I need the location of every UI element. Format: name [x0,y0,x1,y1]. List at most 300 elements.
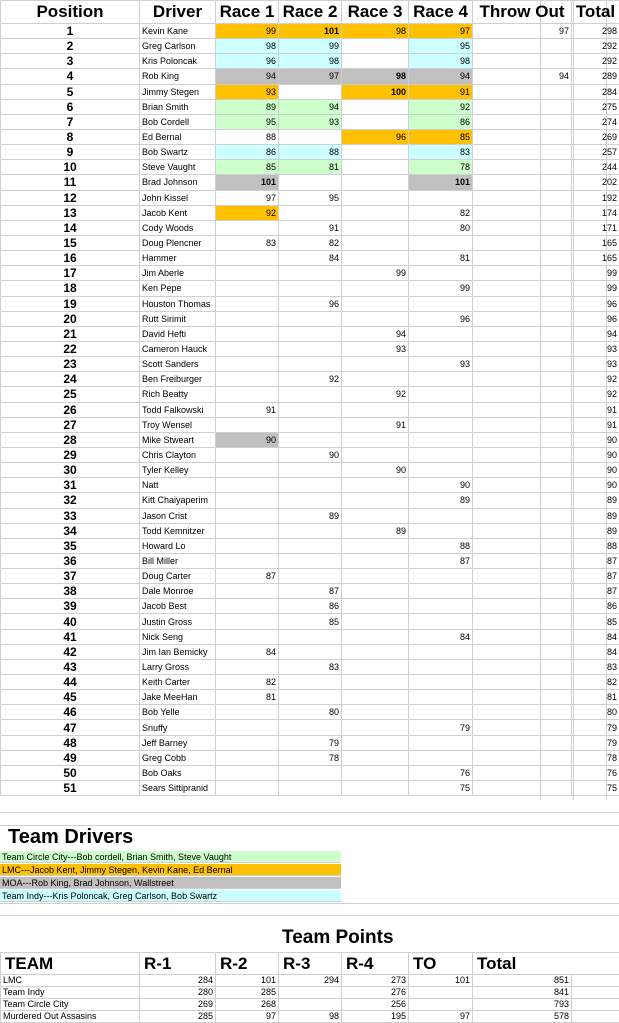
team-points-cell: 284 [140,975,216,987]
cell-race2: 99 [279,39,342,54]
table-row [1,629,619,644]
cell-total: 292 [572,39,619,54]
team-points-cell [409,987,473,999]
cell-driver: Keith Carter [140,675,216,690]
table-row [1,69,619,84]
cell-pos: 45 [1,690,140,705]
cell-race4: 85 [409,129,473,144]
team-points-cell: 101 [409,975,473,987]
cell-driver: Bob Swartz [140,145,216,160]
header-race2: Race 2 [279,1,342,24]
cell-throwout [473,538,572,553]
cell-race1 [216,447,279,462]
cell-total: 292 [572,54,619,69]
cell-race1: 92 [216,205,279,220]
team-points-row [1,1011,619,1023]
cell-driver: Troy Wensel [140,417,216,432]
cell-race4 [409,659,473,674]
cell-race3 [342,705,409,720]
cell-throwout [473,508,572,523]
cell-pos: 43 [1,659,140,674]
cell-race1: 90 [216,432,279,447]
cell-driver: Doug Carter [140,569,216,584]
cell-race4 [409,235,473,250]
empty-cell [572,999,619,1011]
cell-pos: 22 [1,341,140,356]
cell-race1 [216,493,279,508]
cell-throwout [473,523,572,538]
cell-total: 257 [572,145,619,160]
cell-race4: 90 [409,478,473,493]
table-row [1,160,619,175]
team-line-indy: Team Indy---Kris Poloncak, Greg Carlson, Bob Swartz [0,890,341,902]
cell-race4 [409,402,473,417]
cell-race4: 93 [409,357,473,372]
cell-race4 [409,447,473,462]
cell-total: 284 [572,84,619,99]
cell-race3 [342,781,409,796]
cell-race3 [342,432,409,447]
table-row [1,447,619,462]
cell-race2: 84 [279,251,342,266]
cell-race4 [409,417,473,432]
team-points-cell: 97 [216,1011,279,1023]
cell-race1: 83 [216,235,279,250]
table-row [1,341,619,356]
cell-race3: 98 [342,69,409,84]
table-row [1,24,619,39]
table-row [1,190,619,205]
cell-race2: 78 [279,750,342,765]
cell-throwout [473,750,572,765]
cell-driver: Kitt Chaiyaperim [140,493,216,508]
cell-race4: 98 [409,54,473,69]
cell-race4 [409,569,473,584]
cell-race2: 101 [279,24,342,39]
cell-race2 [279,205,342,220]
cell-total: 96 [572,311,619,326]
cell-race2: 96 [279,296,342,311]
cell-race1 [216,599,279,614]
cell-race2 [279,493,342,508]
cell-throwout [473,205,572,220]
cell-race1 [216,629,279,644]
cell-race4: 83 [409,145,473,160]
cell-pos: 13 [1,205,140,220]
cell-race1 [216,387,279,402]
cell-pos: 42 [1,644,140,659]
cell-driver: Rob King [140,69,216,84]
table-row [1,523,619,538]
cell-race3 [342,296,409,311]
cell-race3: 91 [342,417,409,432]
cell-total: 99 [572,266,619,281]
table-row [1,705,619,720]
cell-race3 [342,175,409,190]
cell-race2 [279,538,342,553]
cell-race2 [279,175,342,190]
cell-total: 82 [572,675,619,690]
table-row [1,584,619,599]
cell-driver: Hammer [140,251,216,266]
cell-race1: 96 [216,54,279,69]
cell-race2 [279,357,342,372]
cell-total: 92 [572,372,619,387]
cell-driver: Todd Kemnitzer [140,523,216,538]
cell-throwout [473,659,572,674]
cell-driver: Bob Yelle [140,705,216,720]
cell-throwout [473,99,572,114]
cell-race4 [409,463,473,478]
table-row [1,417,619,432]
cell-race4: 87 [409,553,473,568]
cell-race2 [279,129,342,144]
cell-driver: Jim Ian Bemicky [140,644,216,659]
cell-race3 [342,281,409,296]
cell-race2: 93 [279,114,342,129]
cell-throwout [473,735,572,750]
cell-race4: 94 [409,69,473,84]
cell-race2 [279,402,342,417]
cell-race3: 96 [342,129,409,144]
cell-pos: 38 [1,584,140,599]
table-row [1,145,619,160]
cell-driver: Jason Crist [140,508,216,523]
cell-driver: Jeff Barney [140,735,216,750]
cell-total: 94 [572,326,619,341]
cell-race3 [342,538,409,553]
cell-pos: 7 [1,114,140,129]
cell-race2: 89 [279,508,342,523]
cell-race1 [216,781,279,796]
cell-throwout [473,720,572,735]
cell-race2 [279,675,342,690]
cell-race2: 87 [279,584,342,599]
team-points-cell: 273 [342,975,409,987]
cell-driver: Doug Plencner [140,235,216,250]
cell-driver: Kris Poloncak [140,54,216,69]
cell-driver: Greg Carlson [140,39,216,54]
table-row [1,493,619,508]
cell-race3 [342,372,409,387]
cell-race2: 90 [279,447,342,462]
header-race4: Race 4 [409,1,473,24]
table-row [1,599,619,614]
cell-pos: 51 [1,781,140,796]
cell-throwout [473,235,572,250]
cell-race3 [342,251,409,266]
cell-race2: 86 [279,599,342,614]
cell-pos: 6 [1,99,140,114]
cell-race1 [216,372,279,387]
cell-race2: 80 [279,705,342,720]
cell-total: 83 [572,659,619,674]
cell-throwout [473,357,572,372]
team-drivers-title: Team Drivers [8,826,134,848]
cell-driver: Justin Gross [140,614,216,629]
cell-race1 [216,463,279,478]
cell-race4 [409,372,473,387]
cell-pos: 1 [1,24,140,39]
grid-line [0,903,619,904]
cell-race4 [409,341,473,356]
cell-race1 [216,508,279,523]
header-total: Total [572,1,619,24]
cell-total: 92 [572,387,619,402]
cell-race3: 92 [342,387,409,402]
cell-race2 [279,281,342,296]
cell-total: 91 [572,417,619,432]
cell-driver: Houston Thomas [140,296,216,311]
cell-race1: 81 [216,690,279,705]
cell-race3 [342,220,409,235]
cell-race2 [279,720,342,735]
cell-driver: Tyler Kelley [140,463,216,478]
team-points-cell [279,999,342,1011]
cell-race3 [342,205,409,220]
cell-total: 274 [572,114,619,129]
cell-total: 289 [572,69,619,84]
cell-race1: 87 [216,569,279,584]
cell-pos: 11 [1,175,140,190]
cell-throwout [473,39,572,54]
cell-race3 [342,478,409,493]
cell-total: 87 [572,584,619,599]
points-header-r1: R-1 [140,953,216,975]
team-name-cell: Murdered Out Assasins [1,1011,140,1023]
cell-pos: 32 [1,493,140,508]
cell-race4 [409,735,473,750]
table-row [1,54,619,69]
cell-driver: Dale Monroe [140,584,216,599]
table-row [1,357,619,372]
cell-race1: 101 [216,175,279,190]
cell-race3 [342,720,409,735]
cell-driver: Rutt Sirimit [140,311,216,326]
team-line-lmc: LMC---Jacob Kent, Jimmy Stegen, Kevin Kane, Ed Bernal [0,864,341,876]
cell-pos: 31 [1,478,140,493]
cell-pos: 26 [1,402,140,417]
cell-race4 [409,266,473,281]
cell-race2 [279,553,342,568]
grid-line [0,812,619,813]
team-points-cell [279,987,342,999]
cell-throwout [473,599,572,614]
cell-race3 [342,553,409,568]
cell-race4 [409,675,473,690]
cell-throwout [473,417,572,432]
cell-race2: 88 [279,145,342,160]
cell-total: 89 [572,523,619,538]
cell-race4 [409,614,473,629]
cell-race1 [216,266,279,281]
cell-race2: 94 [279,99,342,114]
team-points-cell: 268 [216,999,279,1011]
cell-throwout [473,690,572,705]
cell-total: 84 [572,644,619,659]
cell-total: 89 [572,508,619,523]
team-points-cell: 101 [216,975,279,987]
cell-race3 [342,584,409,599]
cell-pos: 5 [1,84,140,99]
header-driver: Driver [140,1,216,24]
cell-race3 [342,508,409,523]
cell-driver: Bill Miller [140,553,216,568]
cell-throwout [473,190,572,205]
cell-total: 202 [572,175,619,190]
team-points-cell: 195 [342,1011,409,1023]
empty-cell [572,987,619,999]
cell-race2: 83 [279,659,342,674]
table-row [1,84,619,99]
table-row [1,735,619,750]
team-line-moa: MOA---Rob King, Brad Johnson, Wallstreet [0,877,341,889]
cell-driver: Ken Pepe [140,281,216,296]
cell-race4: 88 [409,538,473,553]
cell-driver: Larry Gross [140,659,216,674]
cell-pos: 33 [1,508,140,523]
cell-race2 [279,341,342,356]
cell-race4: 91 [409,84,473,99]
cell-race3 [342,629,409,644]
cell-race4 [409,326,473,341]
cell-pos: 10 [1,160,140,175]
cell-pos: 14 [1,220,140,235]
cell-race2: 98 [279,54,342,69]
cell-race1 [216,251,279,266]
team-name-cell: Team Circle City [1,999,140,1011]
cell-race2 [279,311,342,326]
cell-total: 86 [572,599,619,614]
cell-pos: 35 [1,538,140,553]
cell-race3: 98 [342,24,409,39]
team-points-header-row [1,953,619,975]
cell-throwout [473,644,572,659]
team-name-cell: LMC [1,975,140,987]
cell-driver: Jacob Kent [140,205,216,220]
cell-race4: 78 [409,160,473,175]
cell-pos: 30 [1,463,140,478]
cell-race3 [342,114,409,129]
cell-race3 [342,99,409,114]
cell-throwout [473,614,572,629]
cell-pos: 50 [1,765,140,780]
cell-throwout [473,311,572,326]
cell-race1 [216,553,279,568]
cell-driver: David Hefti [140,326,216,341]
cell-race3: 93 [342,341,409,356]
cell-throwout [473,463,572,478]
cell-total: 88 [572,538,619,553]
cell-total: 91 [572,402,619,417]
cell-total: 90 [572,447,619,462]
cell-pos: 39 [1,599,140,614]
cell-race4 [409,190,473,205]
cell-throwout [473,84,572,99]
cell-race1 [216,584,279,599]
cell-race3 [342,357,409,372]
cell-throwout [473,372,572,387]
cell-race3: 94 [342,326,409,341]
cell-race2: 95 [279,190,342,205]
cell-driver: Natt [140,478,216,493]
table-row [1,569,619,584]
cell-race1: 91 [216,402,279,417]
cell-race2 [279,765,342,780]
cell-pos: 18 [1,281,140,296]
team-points-cell: 280 [140,987,216,999]
cell-race1 [216,220,279,235]
table-row [1,720,619,735]
table-row [1,538,619,553]
cell-race3 [342,493,409,508]
cell-pos: 36 [1,553,140,568]
table-row [1,296,619,311]
cell-race4 [409,690,473,705]
cell-race1 [216,357,279,372]
cell-race4: 80 [409,220,473,235]
cell-race1: 99 [216,24,279,39]
cell-throwout [473,145,572,160]
team-points-cell: 841 [473,987,572,999]
cell-throwout [473,493,572,508]
cell-driver: Nick Seng [140,629,216,644]
cell-pos: 25 [1,387,140,402]
cell-pos: 19 [1,296,140,311]
cell-race3: 100 [342,84,409,99]
standings-body [1,24,619,796]
cell-race4: 75 [409,781,473,796]
cell-race4 [409,296,473,311]
cell-race1 [216,538,279,553]
cell-pos: 20 [1,311,140,326]
cell-pos: 23 [1,357,140,372]
cell-race3 [342,690,409,705]
cell-race1: 86 [216,145,279,160]
cell-total: 85 [572,614,619,629]
table-row [1,478,619,493]
cell-race3 [342,569,409,584]
cell-pos: 34 [1,523,140,538]
cell-throwout [473,175,572,190]
cell-race4: 81 [409,251,473,266]
cell-race4 [409,599,473,614]
cell-race2 [279,644,342,659]
table-row [1,266,619,281]
cell-pos: 12 [1,190,140,205]
cell-race2 [279,781,342,796]
cell-race1 [216,296,279,311]
cell-race2 [279,690,342,705]
team-points-cell: 276 [342,987,409,999]
cell-driver: Mike Stweart [140,432,216,447]
cell-total: 99 [572,281,619,296]
cell-race4 [409,584,473,599]
cell-total: 89 [572,493,619,508]
cell-driver: John Kissel [140,190,216,205]
cell-pos: 48 [1,735,140,750]
cell-throwout [473,296,572,311]
cell-race1: 94 [216,69,279,84]
cell-race4 [409,750,473,765]
team-points-cell: 793 [473,999,572,1011]
cell-race3: 99 [342,266,409,281]
cell-pos: 4 [1,69,140,84]
table-row [1,432,619,447]
cell-throwout [473,402,572,417]
cell-race4 [409,508,473,523]
cell-total: 78 [572,750,619,765]
